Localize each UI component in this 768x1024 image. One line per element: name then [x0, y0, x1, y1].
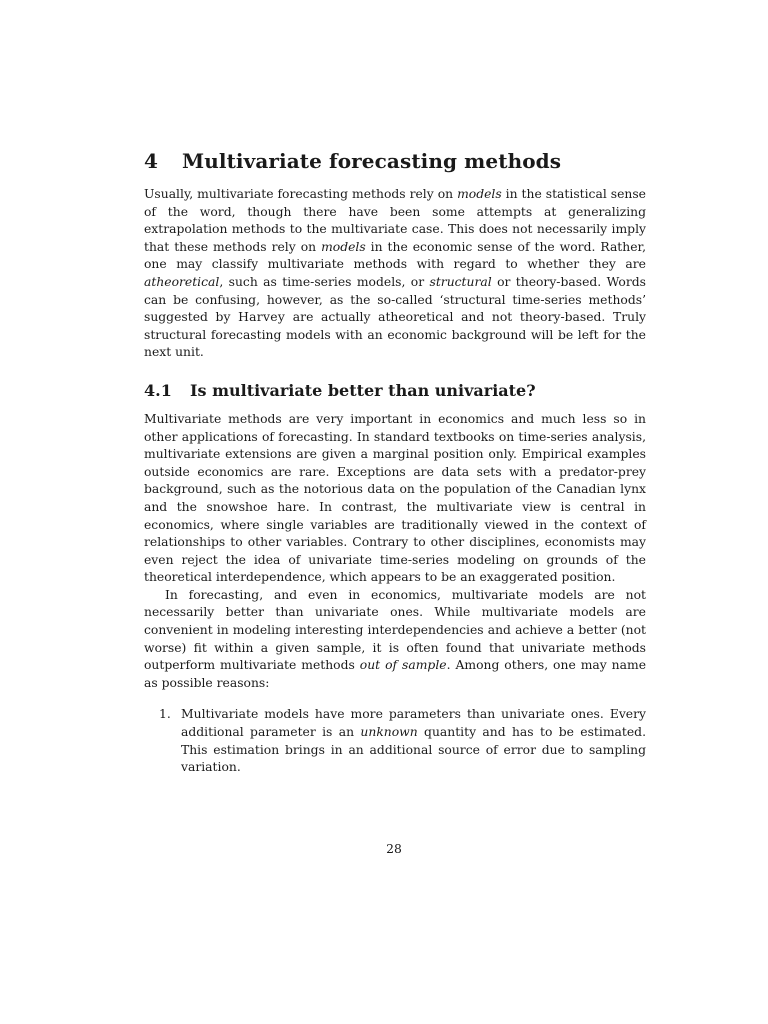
text-run: Usually, multivariate forecasting methods rely on [144, 187, 458, 201]
section-intro-paragraph [144, 186, 646, 362]
text-run: In forecasting, and even in economics, multivariate models are not necessarily better than univariate ones. While multivariate models are convenient in modeling interesting interdependencies and achieve a better (not worse) fit within a given sample, it is often found that univariate methods outperform multivariate methods [144, 587, 646, 673]
document-page [144, 148, 646, 777]
subsection-title: Is multivariate better than univariate? [190, 380, 536, 400]
page-number: 28 [386, 842, 402, 856]
reasons-list [144, 706, 646, 776]
emphasis-models: models [457, 187, 502, 201]
text-run: , such as time-series models, or [219, 274, 430, 289]
subsection-paragraph-1: Multivariate methods are very important in economics and much less so in other applications of forecasting. In standard textbooks on time-series analysis, multivariate extensions are given a marginal position only. Empirical examples outside economics are rare. Exceptions are data sets with a predator-prey background, such as the notorious data on the population of the Canadian lynx and the snowshoe hare. In contrast, the multivariate view is central in economics, where single variables are traditionally viewed in the context of relationships to other variables. Contrary to other disciplines, economists may even reject the idea of univariate time-series modeling on grounds of the theoretical interdependence, which appears to be an exaggerated position. [144, 411, 646, 585]
text-run: Multivariate models have more parameters than univariate ones. Every additional parameter is an [181, 707, 646, 740]
subsection-number: 4.1 [144, 380, 172, 400]
text-run: or theory-based. Words can be confusing, however, as the so-called ‘structural time-series methods’ suggested by [144, 274, 646, 325]
emphasis-unknown: unknown [360, 725, 418, 740]
emphasis-atheoretical: atheoretical [144, 274, 220, 289]
text-run: quantity and has to be estimated. This estimation brings in an additional source of error due to sampling variation. [181, 725, 646, 775]
emphasis-models: models [321, 239, 366, 254]
section-number: 4 [144, 149, 159, 173]
subsection-paragraph-2 [144, 587, 646, 693]
section-title: Multivariate forecasting methods [182, 149, 562, 173]
text-run: . Among others, one may name as possible reasons: [144, 658, 646, 690]
text-run: in the economic sense of the word. Rather, one may classify multivariate methods with regard to whether they are [144, 239, 646, 272]
author-name-smallcaps: Harvey [238, 310, 286, 325]
text-run: are actually atheoretical and not theory-based. Truly structural forecasting models with an economic background will be left for the next unit. [144, 310, 646, 360]
list-item-number: 1. [159, 707, 171, 722]
subsection-heading [144, 380, 646, 402]
emphasis-structural: structural [429, 274, 492, 289]
emphasis-out-of-sample: out of sample [359, 658, 447, 673]
section-heading [144, 148, 646, 174]
text-run: in the statistical sense of the word, though there have been some attempts at generalizing extrapolation methods to the multivariate case. This does not necessarily imply that these methods rely on [144, 187, 646, 254]
list-item-text [181, 706, 646, 776]
list-item [159, 706, 646, 776]
